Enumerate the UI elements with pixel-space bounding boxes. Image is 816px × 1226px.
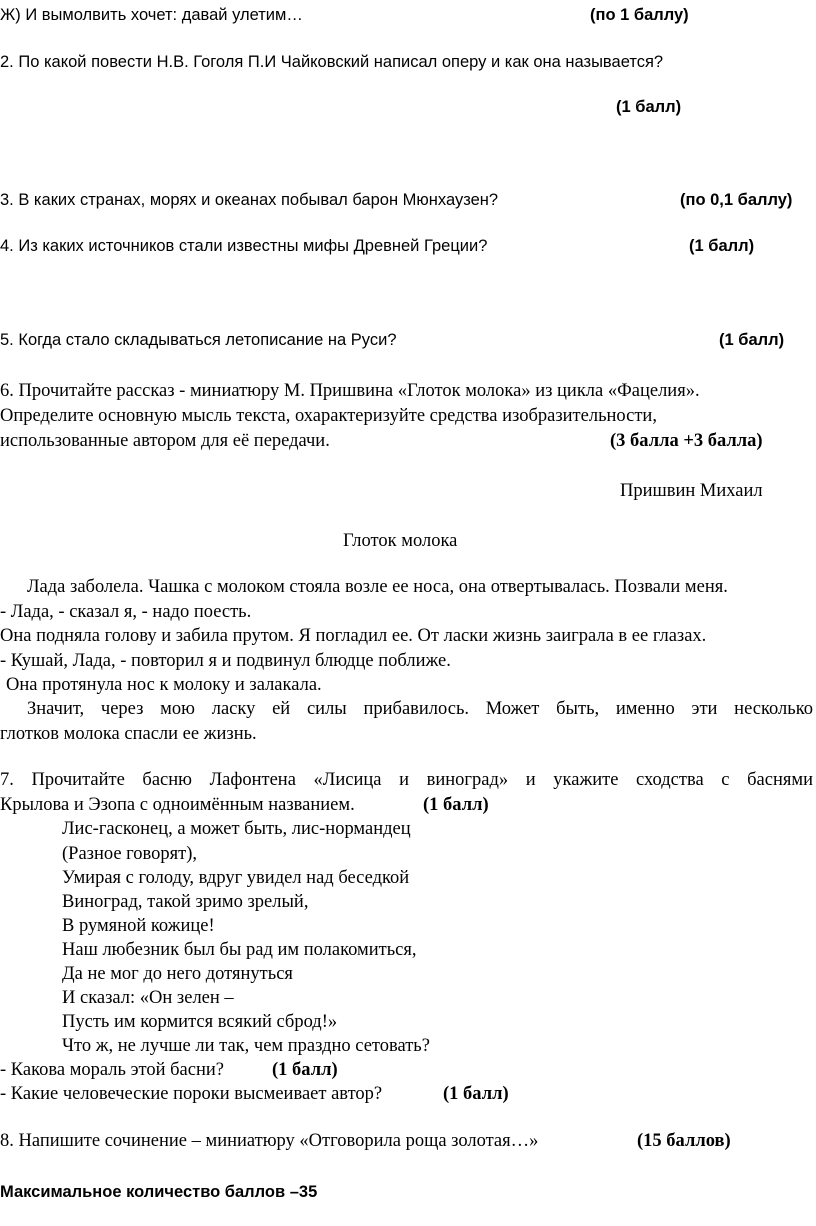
poem-line: И сказал: «Он зелен – [62,988,234,1008]
story-line [0,700,813,719]
poem-line: Пусть им кормится всякий сброд!» [62,1012,338,1032]
question-5-points: (1 балл) [719,331,785,349]
story-line: глотков молока спасли ее жизнь. [0,724,257,744]
question-4-text: 4. Из каких источников стали известны мифы Древней Греции? [0,237,488,255]
poem-line: Да не мог до него дотянуться [62,964,293,984]
story-line: - Кушай, Лада, - повторил я и подвинул блюдце поближе. [0,651,451,671]
question-3-text: 3. В каких странах, морях и океанах побывал барон Мюнхаузен? [0,191,499,209]
story-line: Она подняла голову и забила прутом. Я погладил ее. От ласки жизнь заиграла в ее глазах. [0,626,707,646]
poem-line: Умирая с голоду, вдруг увидел над беседкой [62,868,410,888]
question-8-points: (15 баллов) [637,1131,731,1151]
question-7-sub-2-points: (1 балл) [443,1084,509,1104]
question-2-points: (1 балл) [616,98,682,116]
question-5-text: 5. Когда стало складываться летописание на Руси? [0,331,397,349]
question-7-sub-2: - Какие человеческие пороки высмеивает автор? [0,1084,383,1104]
question-3-points: (по 0,1 баллу) [680,191,793,209]
question-6-line-3: использованные автором для её передачи. [0,431,330,451]
max-score-total: Максимальное количество баллов –35 [0,1183,318,1201]
story-line: Лада заболела. Чашка с молоком стояла возле ее носа, она отвертывалась. Позвали меня. [27,577,728,597]
poem-line: Что ж, не лучше ли так, чем праздно сетовать? [62,1036,430,1056]
question-4-points: (1 балл) [689,237,755,255]
question-7-sub-1-points: (1 балл) [272,1060,338,1080]
question-8-text: 8. Напишите сочинение – миниатюру «Отговорила роща золотая…» [0,1131,539,1151]
question-2-text: 2. По какой повести Н.В. Гоголя П.И Чайковский написал оперу и как она называется? [0,53,664,71]
poem-line: Наш любезник был бы рад им полакомиться, [62,940,417,960]
story-title: Глоток молока [343,531,458,551]
question-7-line-1-text: 7. Прочитайте басню Лафонтена «Лисица и виноград» и укажите сходства с баснями [0,770,813,790]
story-line-text: Значит, через мою ласку ей силы прибавилось. Может быть, именно эти несколько [27,699,813,719]
question-zh-points: (по 1 баллу) [590,6,689,24]
question-7-points: (1 балл) [423,795,489,815]
question-7-line-1 [0,771,813,790]
poem-line: Лис-гасконец, а может быть, лис-нормандец [62,819,411,839]
poem-line: Виноград, такой зримо зрелый, [62,892,309,912]
story-line: Она протянула нос к молоку и залакала. [6,675,322,695]
question-6-points: (3 балла +3 балла) [610,431,763,451]
question-7-line-2: Крылова и Эзопа с одноимённым названием. [0,795,355,815]
story-line: - Лада, - сказал я, - надо поесть. [0,602,252,622]
poem-line: В румяной кожице! [62,916,215,936]
question-6-line-2: Определите основную мысль текста, охарактеризуйте средства изобразительности, [0,406,657,426]
question-6-line-1: 6. Прочитайте рассказ - миниатюру М. Пришвина «Глоток молока» из цикла «Фацелия». [0,381,700,401]
question-7-sub-1: - Какова мораль этой басни? [0,1060,224,1080]
question-zh-text: Ж) И вымолвить хочет: давай улетим… [0,6,303,24]
poem-line: (Разное говорят), [62,844,198,864]
story-author: Пришвин Михаил [620,481,763,501]
